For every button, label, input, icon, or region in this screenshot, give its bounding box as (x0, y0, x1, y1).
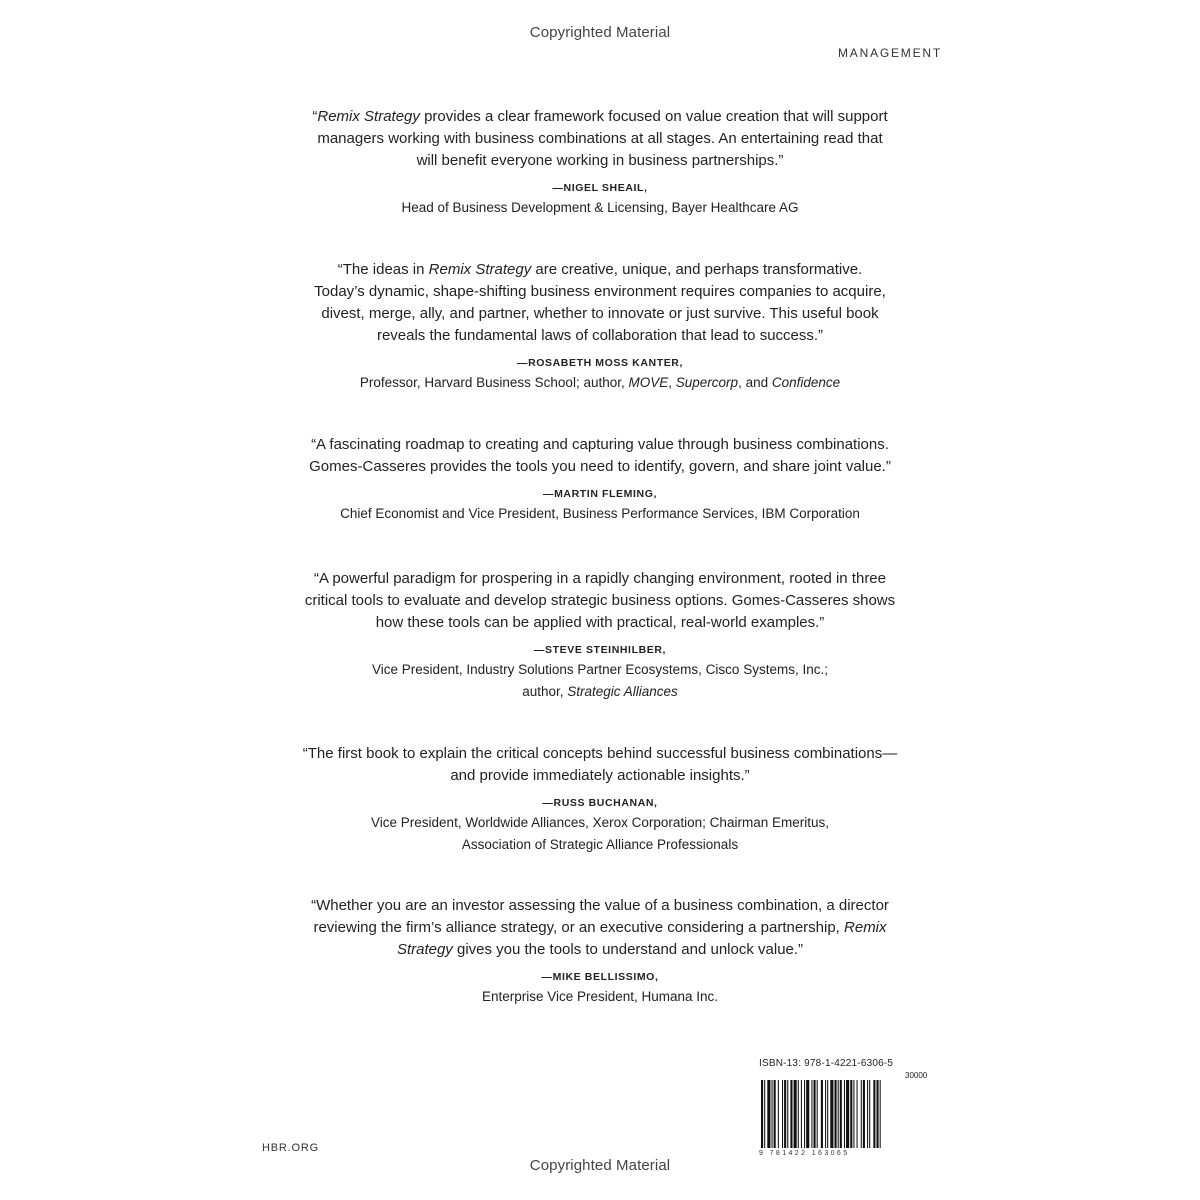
barcode-bar (790, 1080, 792, 1148)
barcode-bar (798, 1080, 799, 1148)
barcode-bar (869, 1080, 870, 1148)
barcode-bar (827, 1080, 828, 1148)
blurb-nigel-sheail (250, 106, 950, 219)
blurb-author: —STEVE STEINHILBER, (533, 644, 667, 656)
watermark-top: Copyrighted Material (529, 24, 671, 41)
blurb-quote: “Remix Strategy provides a clear framework focused on value creation that will support managers working with business combinations at all stages. An entertaining read that will benefit everyone working in business partnerships.” (312, 108, 888, 169)
barcode-bar (811, 1080, 812, 1148)
blurb-affiliation: Enterprise Vice President, Humana Inc. (481, 989, 719, 1004)
barcode-bar (761, 1080, 763, 1148)
isbn-number: ISBN-13: 978-1-4221-6306-5 (759, 1058, 894, 1069)
watermark-bottom: Copyrighted Material (529, 1157, 671, 1174)
barcode-bar (817, 1080, 818, 1148)
italic-title: Supercorp (675, 375, 739, 390)
barcode-bar (863, 1080, 865, 1148)
barcode-bar (814, 1080, 816, 1148)
price-code: 30000 (905, 1071, 928, 1080)
barcode-bar (853, 1080, 854, 1148)
blurb-affiliation: Vice President, Worldwide Alliances, Xerox Corporation; Chairman Emeritus, Association of Strategic Alliance Professionals (371, 815, 829, 852)
italic-title: MOVE (628, 375, 669, 390)
barcode-bar (804, 1080, 805, 1148)
blurb-author: —ROSABETH MOSS KANTER, (516, 357, 684, 369)
blurb-affiliation: Vice President, Industry Solutions Partner Ecosystems, Cisco Systems, Inc.; author, Strategic Alliances (372, 662, 828, 699)
barcode-bar (778, 1080, 779, 1148)
barcode-bars (759, 1080, 935, 1150)
barcode-bar (772, 1080, 773, 1148)
blurb-author: —NIGEL SHEAIL, (552, 182, 648, 194)
barcode-bar (830, 1080, 833, 1148)
italic-title: Strategic Alliances (567, 684, 678, 699)
barcode-bar (774, 1080, 776, 1148)
blurb-russ-buchanan (250, 743, 950, 856)
barcode-bar (850, 1080, 852, 1148)
blurb-quote: “The first book to explain the critical concepts behind successful business combinations— and provide immediately actionable insights.” (302, 745, 898, 784)
publisher-site: HBR.ORG (262, 1142, 319, 1154)
barcode-bar (844, 1080, 845, 1148)
barcode-bar (835, 1080, 837, 1148)
isbn-barcode (755, 1056, 937, 1164)
barcode-bar (794, 1080, 797, 1148)
blurb-affiliation: Head of Business Development & Licensing, Bayer Healthcare AG (401, 200, 799, 215)
blurb-quote: “A powerful paradigm for prospering in a rapidly changing environment, rooted in three critical tools to evaluate and develop strategic business options. Gomes-Casseres shows how these tools can be applied with practical, real-world examples.” (304, 570, 896, 631)
barcode-bar (821, 1080, 823, 1148)
italic-title: Strategy (396, 941, 453, 958)
blurb-quote: “The ideas in Remix Strategy are creative, unique, and perhaps transformative. Today’s dynamic, shape-shifting business environment requires companies to acquire, divest, merge, ally, and partner, whether to innovate or just survive. This useful book reveals the fundamental laws of collaboration that lead to success.” (314, 261, 886, 344)
barcode-bar (801, 1080, 802, 1148)
barcode-bar (825, 1080, 826, 1148)
blurb-martin-fleming (250, 434, 950, 525)
barcode-bar (806, 1080, 809, 1148)
blurb-author: —MARTIN FLEMING, (542, 488, 657, 500)
blurb-affiliation: Professor, Harvard Business School; author, MOVE, Supercorp, and Confidence (359, 375, 841, 390)
barcode-bar (787, 1080, 788, 1148)
barcode-bar (782, 1080, 783, 1148)
blurb-affiliation: Chief Economist and Vice President, Business Performance Services, IBM Corporation (340, 506, 860, 521)
barcode-bar (764, 1080, 765, 1148)
blurb-author: —RUSS BUCHANAN, (542, 797, 658, 809)
blurb-author: —MIKE BELLISSIMO, (541, 971, 659, 983)
barcode-bar (840, 1080, 842, 1148)
italic-title: Remix (844, 919, 887, 936)
barcode-bar (867, 1080, 868, 1148)
blurb-steve-steinhilber (250, 568, 950, 703)
barcode-digits: 9 781422 163065 (759, 1150, 850, 1157)
barcode-bar (880, 1080, 881, 1148)
blurb-rosabeth-moss-kanter (250, 259, 950, 394)
barcode-bar (873, 1080, 875, 1148)
italic-title: Remix Strategy (428, 261, 532, 278)
category-label: MANAGEMENT (838, 46, 943, 60)
barcode-bar (861, 1080, 862, 1148)
italic-title: Confidence (771, 375, 841, 390)
barcode-bar (877, 1080, 879, 1148)
italic-title: Remix Strategy (317, 108, 420, 125)
barcode-bar (838, 1080, 839, 1148)
barcode-bar (846, 1080, 849, 1148)
barcode-bar (857, 1080, 858, 1148)
barcode-bar (784, 1080, 786, 1148)
blurb-quote: “Whether you are an investor assessing the value of a business combination, a director reviewing the firm’s alliance strategy, or an executive considering a partnership, Remix Strategy gives you the tools to understand and unlock value.” (311, 897, 889, 958)
blurb-mike-bellissimo (250, 895, 950, 1008)
barcode-bar (767, 1080, 770, 1148)
blurb-quote: “A fascinating roadmap to creating and capturing value through business combinations. Gomes-Casseres provides the tools you need to identify, govern, and share joint value.” (309, 436, 891, 475)
